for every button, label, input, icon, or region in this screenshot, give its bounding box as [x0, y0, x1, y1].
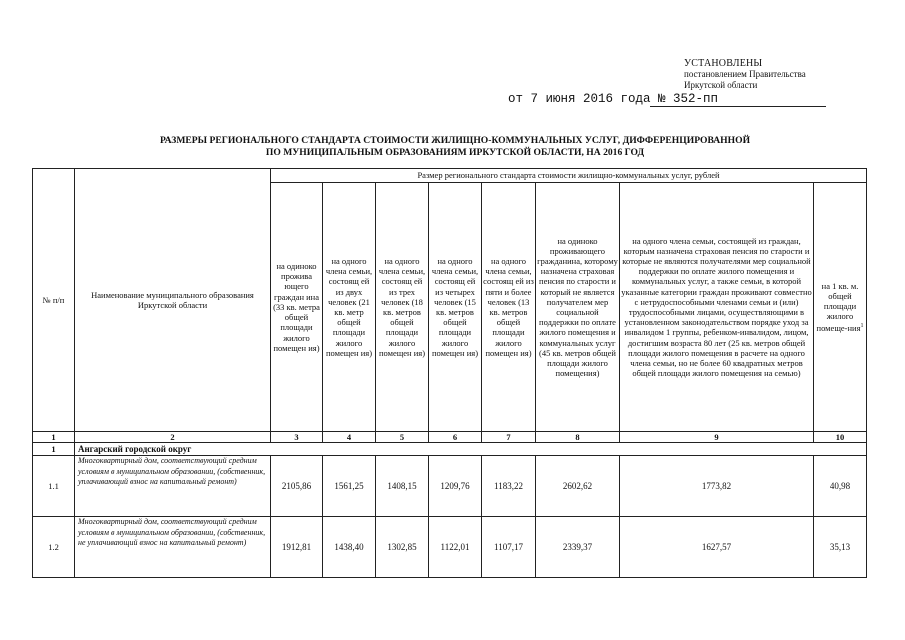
col-number: 6 [429, 432, 482, 443]
value-col-5: 1408,15 [376, 456, 429, 517]
col-number: 4 [323, 432, 376, 443]
value-col-9: 1773,82 [620, 456, 814, 517]
col-number: 5 [376, 432, 429, 443]
table-row [33, 456, 867, 517]
col-number: 10 [814, 432, 867, 443]
col-number: 8 [536, 432, 620, 443]
row-description: Многоквартирный дом, соответствующий средним условиям в муниципальном образовании, (собственник, не уплачивающий взнос на капитальный ремонт) [75, 517, 271, 578]
section-row [33, 443, 867, 456]
value-col-6: 1209,76 [429, 456, 482, 517]
header-col-8: на одиноко проживающего гражданина, которому назначена страховая пенсия по старости и который не является получателем мер социальной поддержки по оплате жилого помещения и коммунальных услуг (45 кв. метров общей площади жилого помещения) [536, 183, 620, 432]
header-col-6: на одного члена семьи, состоящ ей из четырех человек (15 кв. метров общей площади жилого помещен ия) [429, 183, 482, 432]
col-number: 3 [271, 432, 323, 443]
document-title-line-1: РАЗМЕРЫ РЕГИОНАЛЬНОГО СТАНДАРТА СТОИМОСТИ ЖИЛИЩНО-КОММУНАЛЬНЫХ УСЛУГ, ДИФФЕРЕНЦИРОВАННОЙ [159, 135, 751, 146]
value-col-3: 2105,86 [271, 456, 323, 517]
column-number-row [33, 432, 867, 443]
header-col-4: на одного члена семьи, состоящ ей из двух человек (21 кв. метр общей площади жилого помещен ия) [323, 183, 376, 432]
value-col-4: 1561,25 [323, 456, 376, 517]
row-description: Многоквартирный дом, соответствующий средним условиям в муниципальном образовании, (собственник, уплачивающий взнос на капитальный ремонт) [75, 456, 271, 517]
header-col-5: на одного члена семьи, состоящ ей из трех человек (18 кв. метров общей площади жилого помещен ия) [376, 183, 429, 432]
value-col-8: 2602,62 [536, 456, 620, 517]
header-col-7: на одного члена семьи, состоящ ей из пяти и более человек (13 кв. метров общей площади жилого помещен ия) [482, 183, 536, 432]
value-col-10: 40,98 [814, 456, 867, 517]
col-number: 9 [620, 432, 814, 443]
header-municipality: Наименование муниципального образования Иркутской области [75, 169, 271, 432]
col-number: 2 [75, 432, 271, 443]
header-row-number: № п/п [33, 169, 75, 432]
header-col-10-text: на 1 кв. м. общей площади жилого помеще-ния [816, 280, 861, 334]
section-name: Ангарский городской округ [75, 443, 867, 456]
header-col-3: на одиноко прожива ющего граждан ина (33 кв. метра общей площади жилого помещен ия) [271, 183, 323, 432]
header-col-9: на одного члена семьи, состоящей из граждан, которым назначена страховая пенсия по старости и которые не являются получателями мер социальной поддержки по оплате жилого помещения и коммунальных услуг, а также семьи, в которой указанные категории граждан проживают совместно с нетрудоспособными членами семьи и (или) трудоспособными лицами, осуществляющими в установленном законодательством порядке уход за инвалидом 1 группы, ребенком-инвалидом, лицом, достигшим возраста 80 лет (25 кв. метров общей площади жилого помещения в расчете на одного члена семьи, но не более 60 квадратных метров общей площади жилого помещения на семью) [620, 183, 814, 432]
section-number: 1 [33, 443, 75, 456]
col-number: 7 [482, 432, 536, 443]
col-number: 1 [33, 432, 75, 443]
value-col-8: 2339,37 [536, 517, 620, 578]
approval-title: УСТАНОВЛЕНЫ [684, 58, 763, 69]
approval-line-2: Иркутской области [684, 80, 758, 90]
row-number: 1.1 [33, 456, 75, 517]
value-col-5: 1302,85 [376, 517, 429, 578]
table-row [33, 517, 867, 578]
header-group: Размер регионального стандарта стоимости жилищно-коммунальных услуг, рублей [271, 169, 867, 183]
standards-table [32, 168, 867, 578]
value-col-10: 35,13 [814, 517, 867, 578]
approval-line-1: постановлением Правительства [684, 69, 806, 79]
value-col-6: 1122,01 [429, 517, 482, 578]
decree-underline [650, 106, 826, 107]
value-col-9: 1627,57 [620, 517, 814, 578]
value-col-7: 1183,22 [482, 456, 536, 517]
value-col-3: 1912,81 [271, 517, 323, 578]
row-number: 1.2 [33, 517, 75, 578]
document-title-line-2: ПО МУНИЦИПАЛЬНЫМ ОБРАЗОВАНИЯМ ИРКУТСКОЙ ОБЛАСТИ, НА 2016 ГОД [265, 147, 645, 158]
decree-reference: от 7 июня 2016 года № 352-пп [508, 92, 719, 106]
value-col-7: 1107,17 [482, 517, 536, 578]
header-col-10 [814, 183, 867, 432]
footnote-marker: 1 [860, 323, 864, 330]
approval-block [684, 58, 806, 91]
value-col-4: 1438,40 [323, 517, 376, 578]
